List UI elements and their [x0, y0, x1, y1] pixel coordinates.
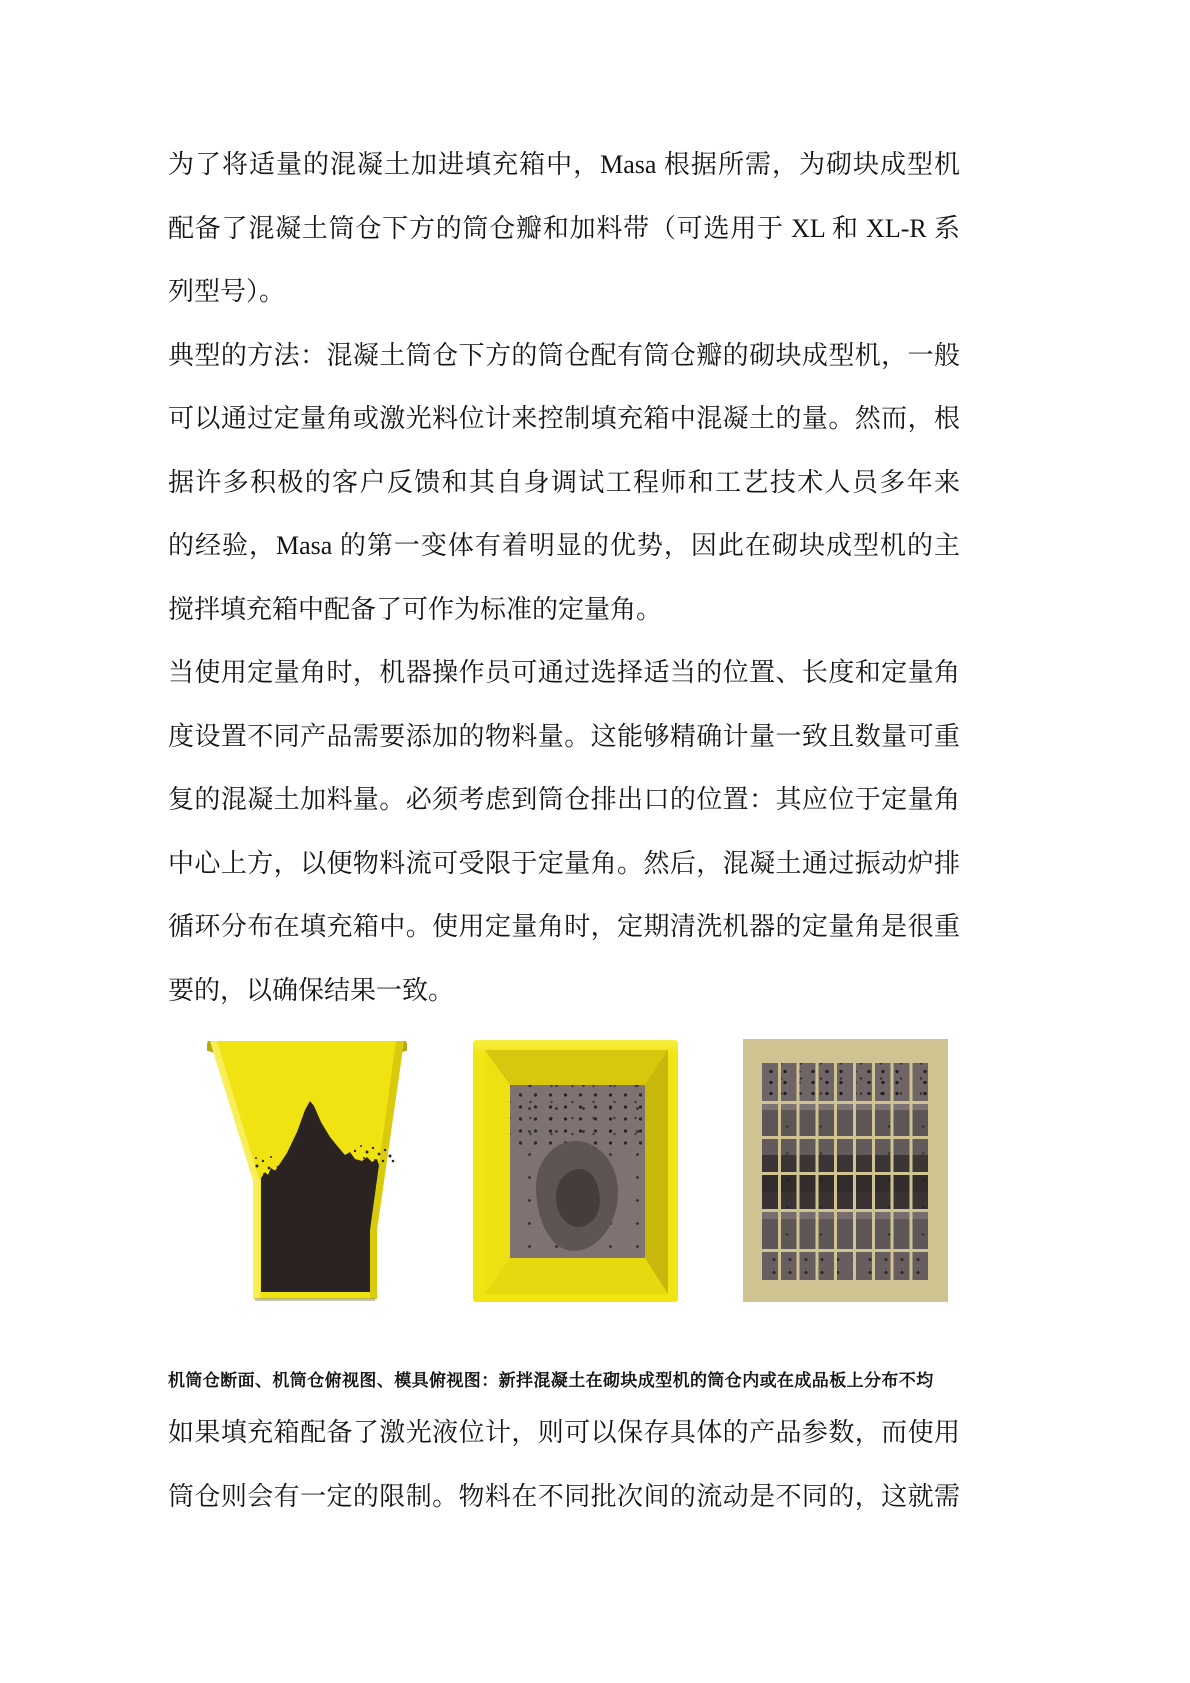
- text-line: 的经验，Masa 的第一变体有着明显的优势，因此在砌块成型机的主: [168, 531, 960, 560]
- text-line: 为了将适量的混凝土加进填充箱中，Masa 根据所需，为砌块成型机: [168, 150, 960, 179]
- body-text-continued: [168, 1401, 960, 1528]
- figure-silo-cross-section: [207, 1040, 407, 1302]
- mold-grid-lines: [762, 1063, 931, 1280]
- figure-caption: 机筒仓断面、机筒仓俯视图、模具俯视图：新拌混凝土在砌块成型机的筒仓内或在成品板上分布不均: [168, 1371, 934, 1390]
- silo-cross-section-drawing: [207, 1040, 407, 1302]
- figure-silo-top-view: [473, 1040, 678, 1302]
- text-line: 如果填充箱配备了激光液位计，则可以保存具体的产品参数，而使用: [168, 1418, 960, 1447]
- text-line: 度设置不同产品需要添加的物料量。这能够精确计量一致且数量可重: [168, 721, 960, 751]
- figure-mold-top-view: [743, 1039, 948, 1302]
- text-line: 当使用定量角时，机器操作员可通过选择适当的位置、长度和定量角: [168, 658, 960, 687]
- body-text: [168, 133, 960, 1022]
- text-line: 配备了混凝土筒仓下方的筒仓瓣和加料带（可选用于 XL 和 XL-R 系: [168, 213, 960, 243]
- text-line: 中心上方，以便物料流可受限于定量角。然后，混凝土通过振动炉排: [168, 848, 960, 878]
- text-line: 可以通过定量角或激光料位计来控制填充箱中混凝土的量。然而，根: [168, 404, 960, 433]
- concrete-blob-core: [556, 1169, 600, 1227]
- hopper-bottom-shadow: [255, 1298, 375, 1301]
- text-line: 复的混凝土加料量。必须考虑到筒仓排出口的位置：其应位于定量角: [168, 785, 960, 814]
- text-line: 要的，以确保结果一致。: [168, 975, 455, 1005]
- text-line: 搅拌填充箱中配备了可作为标准的定量角。: [168, 594, 663, 624]
- silo-pit: [510, 1085, 645, 1258]
- text-line: 据许多积极的客户反馈和其自身调试工程师和工艺技术人员多年来: [168, 467, 960, 497]
- text-line: 筒仓则会有一定的限制。物料在不同批次间的流动是不同的，这就需: [168, 1481, 960, 1511]
- text-line: 列型号）。: [168, 277, 286, 306]
- text-line: 典型的方法：混凝土筒仓下方的筒仓配有筒仓瓣的砌块成型机，一般: [168, 340, 960, 370]
- mold-cell-grid: [762, 1063, 931, 1280]
- text-line: 循环分布在填充箱中。使用定量角时，定期清洗机器的定量角是很重: [168, 912, 960, 941]
